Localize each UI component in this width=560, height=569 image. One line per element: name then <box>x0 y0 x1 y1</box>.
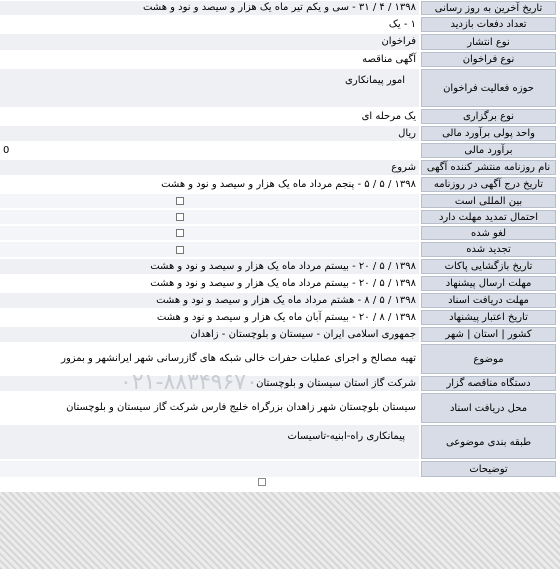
ad-date-label: تاریخ درج آگهی در روزنامه <box>421 177 556 192</box>
activity-field-value: امور پیمانکاری <box>0 69 419 107</box>
publish-type-value: فراخوان <box>0 34 419 50</box>
extension-checkbox <box>176 213 184 221</box>
location-label: کشور | استان | شهر <box>421 327 556 342</box>
category-label: طبقه بندی موضوعی <box>421 425 556 459</box>
international-value <box>0 194 419 208</box>
holding-type-label: نوع برگزاری <box>421 109 556 124</box>
row-validity <box>0 309 560 326</box>
row-renewed <box>0 241 560 258</box>
row-newspaper <box>0 159 560 176</box>
newspaper-value: شروع <box>0 160 419 175</box>
estimate-value: 0 <box>0 143 419 158</box>
row-holding-type <box>0 108 560 125</box>
ad-date-value: ۱۳۹۸ / ۵ / ۵ - پنجم مرداد ماه یک هزار و سیصد و نود و هشت <box>0 177 419 192</box>
notes-label: توضیحات <box>421 461 556 477</box>
row-notes <box>0 460 560 478</box>
renewed-checkbox <box>176 246 184 254</box>
row-subject <box>0 343 560 375</box>
currency-value: ریال <box>0 126 419 141</box>
organizer-label: دستگاه مناقصه گزار <box>421 376 556 391</box>
submit-deadline-label: مهلت ارسال پیشنهاد <box>421 276 556 291</box>
row-ad-date <box>0 176 560 193</box>
cancelled-label: لغو شده <box>421 226 556 240</box>
phone-watermark: ۰۲۱-۸۸۳۴۹۶۷۰ <box>120 370 258 395</box>
cancelled-checkbox <box>176 229 184 237</box>
visit-count-label: تعداد دفعات بازدید <box>421 17 556 32</box>
row-extension <box>0 209 560 225</box>
estimate-label: برآورد مالی <box>421 143 556 158</box>
renewed-label: تجدید شده <box>421 242 556 257</box>
row-international <box>0 193 560 209</box>
visit-count-value: ۱ - یک <box>0 17 419 32</box>
row-last-update <box>0 0 560 16</box>
docs-place-value: سیستان بلوچستان شهر زاهدان بزرگراه خلیج فارس شرکت گاز سیستان و بلوچستان <box>0 393 419 423</box>
activity-field-label: حوزه فعالیت فراخوان <box>421 69 556 107</box>
row-submit-deadline <box>0 275 560 292</box>
international-checkbox <box>176 197 184 205</box>
row-category <box>0 424 560 460</box>
subject-label: موضوع <box>421 344 556 374</box>
row-publish-type <box>0 33 560 51</box>
docs-place-label: محل دریافت اسناد <box>421 393 556 423</box>
renewed-value <box>0 242 419 257</box>
row-activity-field <box>0 68 560 108</box>
row-docs-deadline <box>0 292 560 309</box>
row-call-type <box>0 51 560 68</box>
page-background-pattern <box>0 492 560 569</box>
opening-date-value: ۱۳۹۸ / ۵ / ۲۰ - بیستم مرداد ماه یک هزار و سیصد و نود و هشت <box>0 259 419 274</box>
category-value: پیمانکاری راه-ابنیه-تاسیسات <box>0 425 419 459</box>
opening-date-label: تاریخ بازگشایی پاکات <box>421 259 556 274</box>
call-type-label: نوع فراخوان <box>421 52 556 67</box>
cancelled-value <box>0 226 419 240</box>
last-update-label: تاریخ آخرین به روز رسانی <box>421 1 556 15</box>
row-organizer <box>0 375 560 392</box>
extension-value <box>0 210 419 224</box>
docs-deadline-value: ۱۳۹۸ / ۵ / ۸ - هشتم مرداد ماه یک هزار و سیصد و نود و هشت <box>0 293 419 308</box>
row-location <box>0 326 560 343</box>
row-currency <box>0 125 560 142</box>
call-type-value: آگهی مناقصه <box>0 52 419 67</box>
row-estimate <box>0 142 560 159</box>
last-update-value: ۱۳۹۸ / ۴ / ۳۱ - سی و یکم تیر ماه یک هزار و سیصد و نود و هشت <box>0 1 419 15</box>
international-label: بین المللی است <box>421 194 556 208</box>
subject-value: تهیه مصالح و اجرای عملیات حفرات خالی شبکه های گازرسانی شهر ایرانشهر و بمزور <box>0 344 419 374</box>
location-value: جمهوری اسلامی ایران - سیستان و بلوچستان - زاهدان <box>0 327 419 342</box>
docs-deadline-label: مهلت دریافت اسناد <box>421 293 556 308</box>
notes-value <box>0 461 419 477</box>
row-cancelled <box>0 225 560 241</box>
currency-label: واحد پولی برآورد مالی <box>421 126 556 141</box>
publish-type-label: نوع انتشار <box>421 34 556 50</box>
row-docs-place <box>0 392 560 424</box>
submit-deadline-value: ۱۳۹۸ / ۵ / ۲۰ - بیستم مرداد ماه یک هزار و سیصد و نود و هشت <box>0 276 419 291</box>
row-visit-count <box>0 16 560 33</box>
validity-label: تاریخ اعتبار پیشنهاد <box>421 310 556 325</box>
newspaper-label: نام روزنامه منتشر کننده آگهی <box>421 160 556 175</box>
extension-label: احتمال تمدید مهلت دارد <box>421 210 556 224</box>
organizer-value: شرکت گاز استان سیستان و بلوچستان <box>0 376 419 391</box>
row-opening-date <box>0 258 560 275</box>
bottom-checkbox-marker <box>258 478 266 486</box>
validity-value: ۱۳۹۸ / ۸ / ۲۰ - بیستم آبان ماه یک هزار و سیصد و نود و هشت <box>0 310 419 325</box>
holding-type-value: یک مرحله ای <box>0 109 419 124</box>
